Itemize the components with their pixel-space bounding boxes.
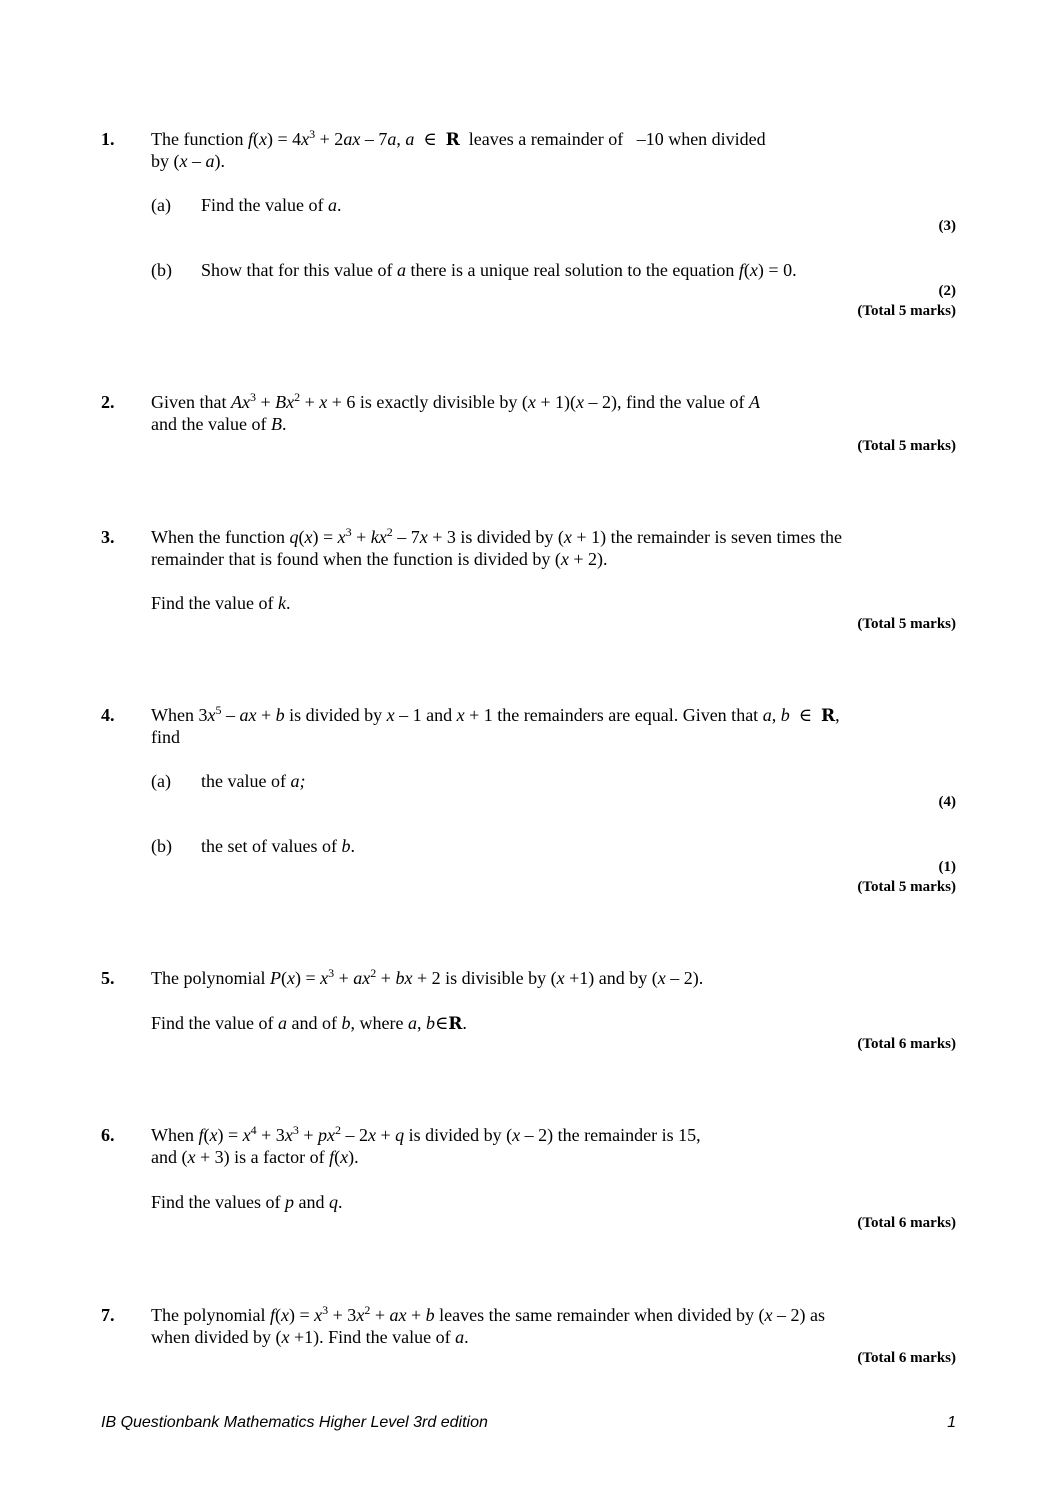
question-4-total: (Total 5 marks) — [857, 879, 956, 895]
question-1-total: (Total 5 marks) — [857, 303, 956, 319]
question-6-stem-line2: and (x + 3) is a factor of f(x). — [151, 1147, 359, 1167]
question-3-instruction: Find the value of k. — [151, 593, 291, 613]
question-6-number: 6. — [101, 1125, 115, 1145]
question-1-stem: The function $f(x) = 4x^3 + 2ax - 7a$, a ∈ R leaves a remainder of –10 when divided — [151, 127, 766, 150]
question-1-stem-line2: by (x – a). — [151, 151, 225, 171]
question-4b-marks: (1) — [938, 859, 956, 875]
question-4-stem: When $3x^5$ – ax + b is divided by x – 1 and x + 1 the remainders are equal. Given that a, b ∈ R, — [151, 703, 840, 726]
question-5-instruction: Find the value of a and of b, where a, b∈R. — [151, 1013, 467, 1034]
question-5-stem: The polynomial $P(x) = x^3 + ax^2$ + bx + 2 is divisible by (x +1) and by (x – 2). — [151, 966, 704, 988]
question-2-stem: Given that $Ax^3 + Bx^2 + x + 6$ is exactly divisible by (x + 1)(x – 2), find the value of A — [151, 390, 760, 412]
question-7-stem-line2: when divided by (x +1). Find the value of a. — [151, 1327, 469, 1347]
question-2-number: 2. — [101, 392, 115, 412]
question-7-stem: The polynomial $f(x) = x^3 + 3x^2$ + ax + b leaves the same remainder when divided by (x – 2) as — [151, 1303, 826, 1325]
footer-page-number: 1 — [947, 1414, 956, 1431]
question-1a-label: (a) — [151, 195, 171, 215]
question-1a-marks: (3) — [938, 218, 956, 234]
question-3-total: (Total 5 marks) — [857, 616, 956, 632]
question-6-instruction: Find the values of p and q. — [151, 1192, 343, 1212]
question-1b-text: Show that for this value of a there is a unique real solution to the equation f(x) = 0. — [201, 260, 797, 280]
question-7-total: (Total 6 marks) — [857, 1350, 956, 1366]
question-4a-marks: (4) — [938, 794, 956, 810]
question-3-number: 3. — [101, 527, 115, 547]
question-3-stem-line2: remainder that is found when the function is divided by (x + 2). — [151, 549, 608, 569]
question-5-number: 5. — [101, 968, 115, 988]
question-5-total: (Total 6 marks) — [857, 1036, 956, 1052]
question-1-number: 1. — [101, 129, 115, 149]
question-2-total: (Total 5 marks) — [857, 438, 956, 454]
question-1b-label: (b) — [151, 260, 172, 280]
question-4b-text: the set of values of b. — [201, 836, 355, 856]
question-4-stem-line2: find — [151, 727, 180, 747]
question-7-number: 7. — [101, 1305, 115, 1325]
question-4a-label: (a) — [151, 771, 171, 791]
question-1a-text: Find the value of a. — [201, 195, 342, 215]
question-4a-text: the value of a; — [201, 771, 306, 791]
question-6-total: (Total 6 marks) — [857, 1215, 956, 1231]
question-1b-marks: (2) — [938, 283, 956, 299]
question-2-stem-line2: and the value of B. — [151, 414, 287, 434]
question-4b-label: (b) — [151, 836, 172, 856]
question-4-number: 4. — [101, 705, 115, 725]
question-3-stem: When the function $q(x) = x^3 + kx^2 - 7x + 3$ is divided by (x + 1) the remainder is seven times the — [151, 525, 842, 547]
question-6-stem: When $f(x) = x^4 + 3x^3 + px^2 - 2x + q$ is divided by (x – 2) the remainder is 15, — [151, 1123, 701, 1145]
footer-title: IB Questionbank Mathematics Higher Level 3rd edition — [101, 1414, 488, 1431]
